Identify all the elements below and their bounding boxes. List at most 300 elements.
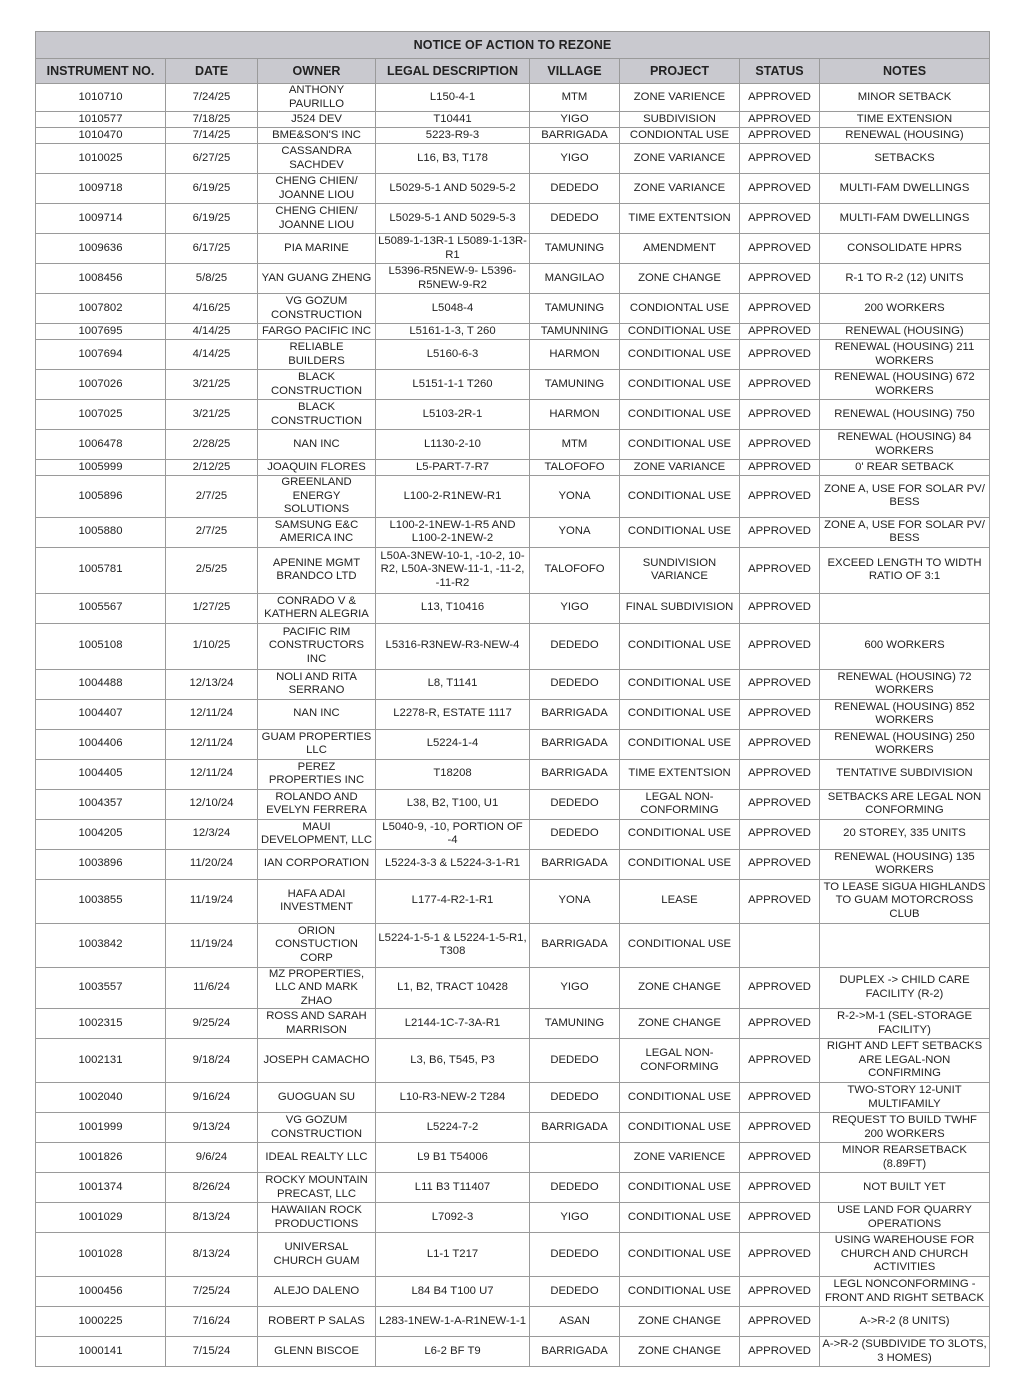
cell-owner: JOAQUIN FLORES bbox=[258, 460, 376, 476]
cell-owner: UNIVERSAL CHURCH GUAM bbox=[258, 1233, 376, 1277]
cell-village: DEDEDO bbox=[530, 623, 620, 669]
cell-legal-description: L10-R3-NEW-2 T284 bbox=[376, 1083, 530, 1113]
cell-legal-description: L13, T10416 bbox=[376, 593, 530, 623]
cell-status: APPROVED bbox=[740, 1203, 820, 1233]
cell-status: APPROVED bbox=[740, 84, 820, 112]
cell-legal-description: L5029-5-1 AND 5029-5-3 bbox=[376, 204, 530, 234]
cell-notes: RENEWAL (HOUSING) 84 WORKERS bbox=[820, 430, 990, 460]
cell-owner: IDEAL REALTY LLC bbox=[258, 1143, 376, 1173]
cell-status: APPROVED bbox=[740, 1337, 820, 1367]
cell-legal-description: 5223-R9-3 bbox=[376, 128, 530, 144]
cell-project: CONDITIONAL USE bbox=[620, 849, 740, 879]
cell-notes: MULTI-FAM DWELLINGS bbox=[820, 204, 990, 234]
cell-owner: ORION CONSTUCTION CORP bbox=[258, 923, 376, 967]
table-row bbox=[36, 547, 990, 593]
cell-instrument-no: 1010470 bbox=[36, 128, 166, 144]
cell-project: CONDITIONAL USE bbox=[620, 400, 740, 430]
table-row bbox=[36, 593, 990, 623]
cell-notes: MULTI-FAM DWELLINGS bbox=[820, 174, 990, 204]
cell-village: DEDEDO bbox=[530, 1233, 620, 1277]
cell-status: APPROVED bbox=[740, 1173, 820, 1203]
cell-status: APPROVED bbox=[740, 789, 820, 819]
table-row bbox=[36, 144, 990, 174]
cell-notes: ZONE A, USE FOR SOLAR PV/ BESS bbox=[820, 476, 990, 518]
cell-legal-description: L6-2 BF T9 bbox=[376, 1337, 530, 1367]
cell-project: FINAL SUBDIVISION bbox=[620, 593, 740, 623]
cell-owner: CHENG CHIEN/ JOANNE LIOU bbox=[258, 174, 376, 204]
cell-instrument-no: 1003557 bbox=[36, 967, 166, 1009]
cell-village: YONA bbox=[530, 517, 620, 547]
cell-owner: VG GOZUM CONSTRUCTION bbox=[258, 294, 376, 324]
cell-date: 12/10/24 bbox=[166, 789, 258, 819]
table-row bbox=[36, 1113, 990, 1143]
cell-instrument-no: 1009718 bbox=[36, 174, 166, 204]
cell-legal-description: L5160-6-3 bbox=[376, 340, 530, 370]
table-row bbox=[36, 370, 990, 400]
cell-date: 7/16/24 bbox=[166, 1307, 258, 1337]
cell-owner: MAUI DEVELOPMENT, LLC bbox=[258, 819, 376, 849]
cell-village: MTM bbox=[530, 84, 620, 112]
cell-notes: RENEWAL (HOUSING) bbox=[820, 128, 990, 144]
cell-notes: R-2->M-1 (SEL-STORAGE FACILITY) bbox=[820, 1009, 990, 1039]
cell-village: TAMUNNING bbox=[530, 324, 620, 340]
cell-project: CONDITIONAL USE bbox=[620, 476, 740, 518]
cell-owner: HAWAIIAN ROCK PRODUCTIONS bbox=[258, 1203, 376, 1233]
cell-status: APPROVED bbox=[740, 669, 820, 699]
cell-owner: YAN GUANG ZHENG bbox=[258, 264, 376, 294]
cell-village: YONA bbox=[530, 476, 620, 518]
table-row bbox=[36, 1009, 990, 1039]
cell-owner: BME&SON'S INC bbox=[258, 128, 376, 144]
table-row bbox=[36, 699, 990, 729]
cell-date: 7/14/25 bbox=[166, 128, 258, 144]
cell-status: APPROVED bbox=[740, 234, 820, 264]
cell-village: DEDEDO bbox=[530, 789, 620, 819]
cell-date: 8/13/24 bbox=[166, 1203, 258, 1233]
cell-village: HARMON bbox=[530, 400, 620, 430]
cell-instrument-no: 1004407 bbox=[36, 699, 166, 729]
cell-village: YONA bbox=[530, 879, 620, 923]
cell-village bbox=[530, 1143, 620, 1173]
cell-notes: RENEWAL (HOUSING) 211 WORKERS bbox=[820, 340, 990, 370]
cell-notes: RENEWAL (HOUSING) 672 WORKERS bbox=[820, 370, 990, 400]
cell-legal-description: L7092-3 bbox=[376, 1203, 530, 1233]
cell-status: APPROVED bbox=[740, 400, 820, 430]
cell-legal-description: L5224-3-3 & L5224-3-1-R1 bbox=[376, 849, 530, 879]
table-row bbox=[36, 174, 990, 204]
cell-instrument-no: 1005880 bbox=[36, 517, 166, 547]
cell-instrument-no: 1001029 bbox=[36, 1203, 166, 1233]
cell-status: APPROVED bbox=[740, 1009, 820, 1039]
cell-instrument-no: 1005781 bbox=[36, 547, 166, 593]
cell-notes: RENEWAL (HOUSING) 135 WORKERS bbox=[820, 849, 990, 879]
cell-village: TAMUNING bbox=[530, 234, 620, 264]
cell-date: 12/11/24 bbox=[166, 759, 258, 789]
cell-legal-description: L5089-1-13R-1 L5089-1-13R-R1 bbox=[376, 234, 530, 264]
cell-instrument-no: 1004488 bbox=[36, 669, 166, 699]
cell-status: APPROVED bbox=[740, 517, 820, 547]
cell-instrument-no: 1010025 bbox=[36, 144, 166, 174]
cell-project: CONDITIONAL USE bbox=[620, 819, 740, 849]
cell-project: CONDITIONAL USE bbox=[620, 370, 740, 400]
cell-instrument-no: 1003855 bbox=[36, 879, 166, 923]
cell-status: APPROVED bbox=[740, 699, 820, 729]
cell-notes: EXCEED LENGTH TO WIDTH RATIO OF 3:1 bbox=[820, 547, 990, 593]
cell-village: DEDEDO bbox=[530, 1083, 620, 1113]
cell-owner: ROLANDO AND EVELYN FERRERA bbox=[258, 789, 376, 819]
cell-instrument-no: 1005108 bbox=[36, 623, 166, 669]
cell-project: SUNDIVISION VARIANCE bbox=[620, 547, 740, 593]
cell-project: LEGAL NON-CONFORMING bbox=[620, 1039, 740, 1083]
cell-project: CONDITIONAL USE bbox=[620, 1233, 740, 1277]
cell-village: DEDEDO bbox=[530, 204, 620, 234]
cell-project: CONDITIONAL USE bbox=[620, 517, 740, 547]
cell-instrument-no: 1006478 bbox=[36, 430, 166, 460]
cell-legal-description: L50A-3NEW-10-1, -10-2, 10-R2, L50A-3NEW-11-1, -11-2, -11-R2 bbox=[376, 547, 530, 593]
cell-owner: GUOGUAN SU bbox=[258, 1083, 376, 1113]
cell-notes: SETBACKS ARE LEGAL NON CONFORMING bbox=[820, 789, 990, 819]
table-row bbox=[36, 84, 990, 112]
cell-village: YIGO bbox=[530, 593, 620, 623]
cell-status: APPROVED bbox=[740, 112, 820, 128]
cell-project: ZONE CHANGE bbox=[620, 264, 740, 294]
table-row bbox=[36, 1143, 990, 1173]
cell-project: TIME EXTENTSION bbox=[620, 204, 740, 234]
cell-status: APPROVED bbox=[740, 460, 820, 476]
cell-instrument-no: 1004357 bbox=[36, 789, 166, 819]
cell-project: ZONE VARIANCE bbox=[620, 174, 740, 204]
cell-project: CONDITIONAL USE bbox=[620, 430, 740, 460]
cell-legal-description: L177-4-R2-1-R1 bbox=[376, 879, 530, 923]
cell-village: TALOFOFO bbox=[530, 460, 620, 476]
cell-legal-description: L2278-R, ESTATE 1117 bbox=[376, 699, 530, 729]
cell-legal-description: L84 B4 T100 U7 bbox=[376, 1277, 530, 1307]
table-row bbox=[36, 849, 990, 879]
cell-status: APPROVED bbox=[740, 1083, 820, 1113]
table-row bbox=[36, 430, 990, 460]
cell-date: 2/12/25 bbox=[166, 460, 258, 476]
cell-legal-description: L5029-5-1 AND 5029-5-2 bbox=[376, 174, 530, 204]
cell-date: 12/3/24 bbox=[166, 819, 258, 849]
cell-notes: ZONE A, USE FOR SOLAR PV/ BESS bbox=[820, 517, 990, 547]
cell-status: APPROVED bbox=[740, 819, 820, 849]
cell-date: 11/20/24 bbox=[166, 849, 258, 879]
cell-project: ZONE VARIENCE bbox=[620, 1143, 740, 1173]
cell-owner: VG GOZUM CONSTRUCTION bbox=[258, 1113, 376, 1143]
cell-legal-description: L2144-1C-7-3A-R1 bbox=[376, 1009, 530, 1039]
cell-project: ZONE CHANGE bbox=[620, 1009, 740, 1039]
cell-project: TIME EXTENTSION bbox=[620, 759, 740, 789]
cell-status: APPROVED bbox=[740, 623, 820, 669]
cell-village: ASAN bbox=[530, 1307, 620, 1337]
cell-legal-description: L8, T1141 bbox=[376, 669, 530, 699]
cell-owner: GREENLAND ENERGY SOLUTIONS bbox=[258, 476, 376, 518]
cell-date: 4/14/25 bbox=[166, 340, 258, 370]
table-row bbox=[36, 819, 990, 849]
table-row bbox=[36, 1203, 990, 1233]
cell-legal-description: L100-2-R1NEW-R1 bbox=[376, 476, 530, 518]
cell-project: AMENDMENT bbox=[620, 234, 740, 264]
cell-status: APPROVED bbox=[740, 1307, 820, 1337]
cell-village: BARRIGADA bbox=[530, 849, 620, 879]
cell-date: 6/19/25 bbox=[166, 204, 258, 234]
column-header-notes: NOTES bbox=[820, 59, 990, 84]
cell-status: APPROVED bbox=[740, 144, 820, 174]
table-title: NOTICE OF ACTION TO REZONE bbox=[36, 32, 990, 59]
cell-legal-description: T18208 bbox=[376, 759, 530, 789]
cell-notes: 20 STOREY, 335 UNITS bbox=[820, 819, 990, 849]
cell-instrument-no: 1004406 bbox=[36, 729, 166, 759]
cell-status: APPROVED bbox=[740, 430, 820, 460]
cell-legal-description: L5224-7-2 bbox=[376, 1113, 530, 1143]
cell-instrument-no: 1005999 bbox=[36, 460, 166, 476]
cell-status: APPROVED bbox=[740, 1113, 820, 1143]
cell-legal-description: L5224-1-4 bbox=[376, 729, 530, 759]
cell-date: 2/5/25 bbox=[166, 547, 258, 593]
cell-notes: MINOR SETBACK bbox=[820, 84, 990, 112]
cell-legal-description: L9 B1 T54006 bbox=[376, 1143, 530, 1173]
cell-legal-description: L11 B3 T11407 bbox=[376, 1173, 530, 1203]
cell-owner: HAFA ADAI INVESTMENT bbox=[258, 879, 376, 923]
cell-project: CONDITIONAL USE bbox=[620, 699, 740, 729]
cell-status: APPROVED bbox=[740, 264, 820, 294]
cell-instrument-no: 1007695 bbox=[36, 324, 166, 340]
cell-project: ZONE CHANGE bbox=[620, 1307, 740, 1337]
cell-date: 7/25/24 bbox=[166, 1277, 258, 1307]
cell-project: CONDITIONAL USE bbox=[620, 1083, 740, 1113]
cell-project: CONDITIONAL USE bbox=[620, 729, 740, 759]
table-row bbox=[36, 400, 990, 430]
cell-owner: RELIABLE BUILDERS bbox=[258, 340, 376, 370]
cell-status: APPROVED bbox=[740, 593, 820, 623]
table-row bbox=[36, 967, 990, 1009]
cell-instrument-no: 1010577 bbox=[36, 112, 166, 128]
cell-legal-description: L1, B2, TRACT 10428 bbox=[376, 967, 530, 1009]
column-header-status: STATUS bbox=[740, 59, 820, 84]
cell-owner: JOSEPH CAMACHO bbox=[258, 1039, 376, 1083]
cell-notes bbox=[820, 593, 990, 623]
cell-status: APPROVED bbox=[740, 324, 820, 340]
cell-project: ZONE VARIANCE bbox=[620, 460, 740, 476]
cell-status: APPROVED bbox=[740, 128, 820, 144]
cell-project: ZONE VARIENCE bbox=[620, 84, 740, 112]
cell-notes: MINOR REARSETBACK (8.89FT) bbox=[820, 1143, 990, 1173]
cell-project: CONDITIONAL USE bbox=[620, 623, 740, 669]
cell-owner: NAN INC bbox=[258, 699, 376, 729]
cell-legal-description: L5151-1-1 T260 bbox=[376, 370, 530, 400]
cell-legal-description: L16, B3, T178 bbox=[376, 144, 530, 174]
cell-project: SUBDIVISION bbox=[620, 112, 740, 128]
cell-village: DEDEDO bbox=[530, 1039, 620, 1083]
cell-village: BARRIGADA bbox=[530, 759, 620, 789]
table-row bbox=[36, 729, 990, 759]
cell-owner: GLENN BISCOE bbox=[258, 1337, 376, 1367]
cell-legal-description: L5-PART-7-R7 bbox=[376, 460, 530, 476]
cell-notes: R-1 TO R-2 (12) UNITS bbox=[820, 264, 990, 294]
cell-owner: PIA MARINE bbox=[258, 234, 376, 264]
cell-owner: NAN INC bbox=[258, 430, 376, 460]
cell-project: CONDITIONAL USE bbox=[620, 1173, 740, 1203]
table-row bbox=[36, 234, 990, 264]
cell-village: YIGO bbox=[530, 144, 620, 174]
table-row bbox=[36, 923, 990, 967]
cell-village: HARMON bbox=[530, 340, 620, 370]
cell-notes: REQUEST TO BUILD TWHF 200 WORKERS bbox=[820, 1113, 990, 1143]
cell-status: APPROVED bbox=[740, 849, 820, 879]
cell-owner: PACIFIC RIM CONSTRUCTORS INC bbox=[258, 623, 376, 669]
cell-notes: RENEWAL (HOUSING) 250 WORKERS bbox=[820, 729, 990, 759]
column-header-instrument-no: INSTRUMENT NO. bbox=[36, 59, 166, 84]
cell-date: 7/15/24 bbox=[166, 1337, 258, 1367]
cell-notes: RENEWAL (HOUSING) 852 WORKERS bbox=[820, 699, 990, 729]
cell-village: TAMUNING bbox=[530, 370, 620, 400]
cell-project: LEGAL NON-CONFORMING bbox=[620, 789, 740, 819]
cell-village: BARRIGADA bbox=[530, 1337, 620, 1367]
cell-status: APPROVED bbox=[740, 967, 820, 1009]
cell-date: 8/26/24 bbox=[166, 1173, 258, 1203]
cell-instrument-no: 1007025 bbox=[36, 400, 166, 430]
cell-date: 6/19/25 bbox=[166, 174, 258, 204]
cell-village: MTM bbox=[530, 430, 620, 460]
cell-instrument-no: 1002315 bbox=[36, 1009, 166, 1039]
cell-status: APPROVED bbox=[740, 294, 820, 324]
cell-date: 11/19/24 bbox=[166, 879, 258, 923]
cell-notes: A->R-2 (8 UNITS) bbox=[820, 1307, 990, 1337]
cell-date: 12/11/24 bbox=[166, 729, 258, 759]
cell-status: APPROVED bbox=[740, 174, 820, 204]
cell-instrument-no: 1001826 bbox=[36, 1143, 166, 1173]
cell-date: 2/7/25 bbox=[166, 476, 258, 518]
cell-instrument-no: 1009636 bbox=[36, 234, 166, 264]
column-header-date: DATE bbox=[166, 59, 258, 84]
cell-project: ZONE VARIANCE bbox=[620, 144, 740, 174]
cell-legal-description: L1130-2-10 bbox=[376, 430, 530, 460]
cell-date: 4/14/25 bbox=[166, 324, 258, 340]
cell-instrument-no: 1009714 bbox=[36, 204, 166, 234]
cell-project: CONDITIONAL USE bbox=[620, 1203, 740, 1233]
cell-owner: CHENG CHIEN/ JOANNE LIOU bbox=[258, 204, 376, 234]
table-row bbox=[36, 1307, 990, 1337]
cell-notes: NOT BUILT YET bbox=[820, 1173, 990, 1203]
table-row bbox=[36, 789, 990, 819]
cell-project: CONDIONTAL USE bbox=[620, 128, 740, 144]
cell-legal-description: L5040-9, -10, PORTION OF -4 bbox=[376, 819, 530, 849]
cell-notes: A->R-2 (SUBDIVIDE TO 3LOTS, 3 HOMES) bbox=[820, 1337, 990, 1367]
cell-legal-description: L5161-1-3, T 260 bbox=[376, 324, 530, 340]
cell-village: DEDEDO bbox=[530, 819, 620, 849]
cell-legal-description: L5048-4 bbox=[376, 294, 530, 324]
cell-owner: CASSANDRA SACHDEV bbox=[258, 144, 376, 174]
cell-owner: MZ PROPERTIES, LLC AND MARK ZHAO bbox=[258, 967, 376, 1009]
cell-village: TAMUNING bbox=[530, 294, 620, 324]
cell-status bbox=[740, 923, 820, 967]
cell-village: BARRIGADA bbox=[530, 729, 620, 759]
column-header-owner: OWNER bbox=[258, 59, 376, 84]
table-body bbox=[36, 84, 990, 1367]
cell-instrument-no: 1007694 bbox=[36, 340, 166, 370]
cell-owner: ROCKY MOUNTAIN PRECAST, LLC bbox=[258, 1173, 376, 1203]
cell-legal-description: L5224-1-5-1 & L5224-1-5-R1, T308 bbox=[376, 923, 530, 967]
cell-instrument-no: 1007026 bbox=[36, 370, 166, 400]
table-row bbox=[36, 1039, 990, 1083]
cell-project: ZONE CHANGE bbox=[620, 1337, 740, 1367]
cell-date: 8/13/24 bbox=[166, 1233, 258, 1277]
cell-status: APPROVED bbox=[740, 1233, 820, 1277]
cell-notes: TO LEASE SIGUA HIGHLANDS TO GUAM MOTORCROSS CLUB bbox=[820, 879, 990, 923]
cell-status: APPROVED bbox=[740, 759, 820, 789]
cell-instrument-no: 1000141 bbox=[36, 1337, 166, 1367]
cell-owner: BLACK CONSTRUCTION bbox=[258, 370, 376, 400]
cell-notes: CONSOLIDATE HPRS bbox=[820, 234, 990, 264]
cell-instrument-no: 1003842 bbox=[36, 923, 166, 967]
cell-date: 7/24/25 bbox=[166, 84, 258, 112]
cell-status: APPROVED bbox=[740, 340, 820, 370]
cell-owner: FARGO PACIFIC INC bbox=[258, 324, 376, 340]
cell-instrument-no: 1001374 bbox=[36, 1173, 166, 1203]
cell-project: LEASE bbox=[620, 879, 740, 923]
table-row bbox=[36, 623, 990, 669]
table-row bbox=[36, 264, 990, 294]
cell-date: 7/18/25 bbox=[166, 112, 258, 128]
column-header-village: VILLAGE bbox=[530, 59, 620, 84]
cell-owner: NOLI AND RITA SERRANO bbox=[258, 669, 376, 699]
cell-owner: PEREZ PROPERTIES INC bbox=[258, 759, 376, 789]
cell-date: 9/16/24 bbox=[166, 1083, 258, 1113]
cell-instrument-no: 1000456 bbox=[36, 1277, 166, 1307]
rezone-notice-sheet bbox=[35, 31, 989, 1367]
cell-notes: 0' REAR SETBACK bbox=[820, 460, 990, 476]
cell-date: 9/25/24 bbox=[166, 1009, 258, 1039]
cell-owner: SAMSUNG E&C AMERICA INC bbox=[258, 517, 376, 547]
table-row bbox=[36, 1337, 990, 1367]
table-row bbox=[36, 669, 990, 699]
cell-date: 6/17/25 bbox=[166, 234, 258, 264]
cell-status: APPROVED bbox=[740, 729, 820, 759]
cell-date: 3/21/25 bbox=[166, 400, 258, 430]
cell-date: 5/8/25 bbox=[166, 264, 258, 294]
cell-notes bbox=[820, 923, 990, 967]
cell-status: APPROVED bbox=[740, 476, 820, 518]
cell-owner: GUAM PROPERTIES LLC bbox=[258, 729, 376, 759]
cell-date: 4/16/25 bbox=[166, 294, 258, 324]
cell-village: TALOFOFO bbox=[530, 547, 620, 593]
cell-instrument-no: 1002131 bbox=[36, 1039, 166, 1083]
cell-date: 9/18/24 bbox=[166, 1039, 258, 1083]
cell-date: 1/10/25 bbox=[166, 623, 258, 669]
cell-status: APPROVED bbox=[740, 370, 820, 400]
cell-instrument-no: 1000225 bbox=[36, 1307, 166, 1337]
cell-date: 1/27/25 bbox=[166, 593, 258, 623]
table-row bbox=[36, 476, 990, 518]
cell-legal-description: L283-1NEW-1-A-R1NEW-1-1 bbox=[376, 1307, 530, 1337]
cell-project: CONDITIONAL USE bbox=[620, 923, 740, 967]
cell-notes: RIGHT AND LEFT SETBACKS ARE LEGAL-NON CONFIRMING bbox=[820, 1039, 990, 1083]
cell-legal-description: L38, B2, T100, U1 bbox=[376, 789, 530, 819]
cell-owner: ROSS AND SARAH MARRISON bbox=[258, 1009, 376, 1039]
cell-notes: USE LAND FOR QUARRY OPERATIONS bbox=[820, 1203, 990, 1233]
cell-instrument-no: 1005896 bbox=[36, 476, 166, 518]
cell-notes: RENEWAL (HOUSING) bbox=[820, 324, 990, 340]
cell-date: 12/13/24 bbox=[166, 669, 258, 699]
table-row bbox=[36, 324, 990, 340]
cell-owner: ROBERT P SALAS bbox=[258, 1307, 376, 1337]
table-row bbox=[36, 294, 990, 324]
cell-village: YIGO bbox=[530, 967, 620, 1009]
cell-date: 6/27/25 bbox=[166, 144, 258, 174]
cell-instrument-no: 1003896 bbox=[36, 849, 166, 879]
cell-village: BARRIGADA bbox=[530, 128, 620, 144]
column-header-legal-description: LEGAL DESCRIPTION bbox=[376, 59, 530, 84]
